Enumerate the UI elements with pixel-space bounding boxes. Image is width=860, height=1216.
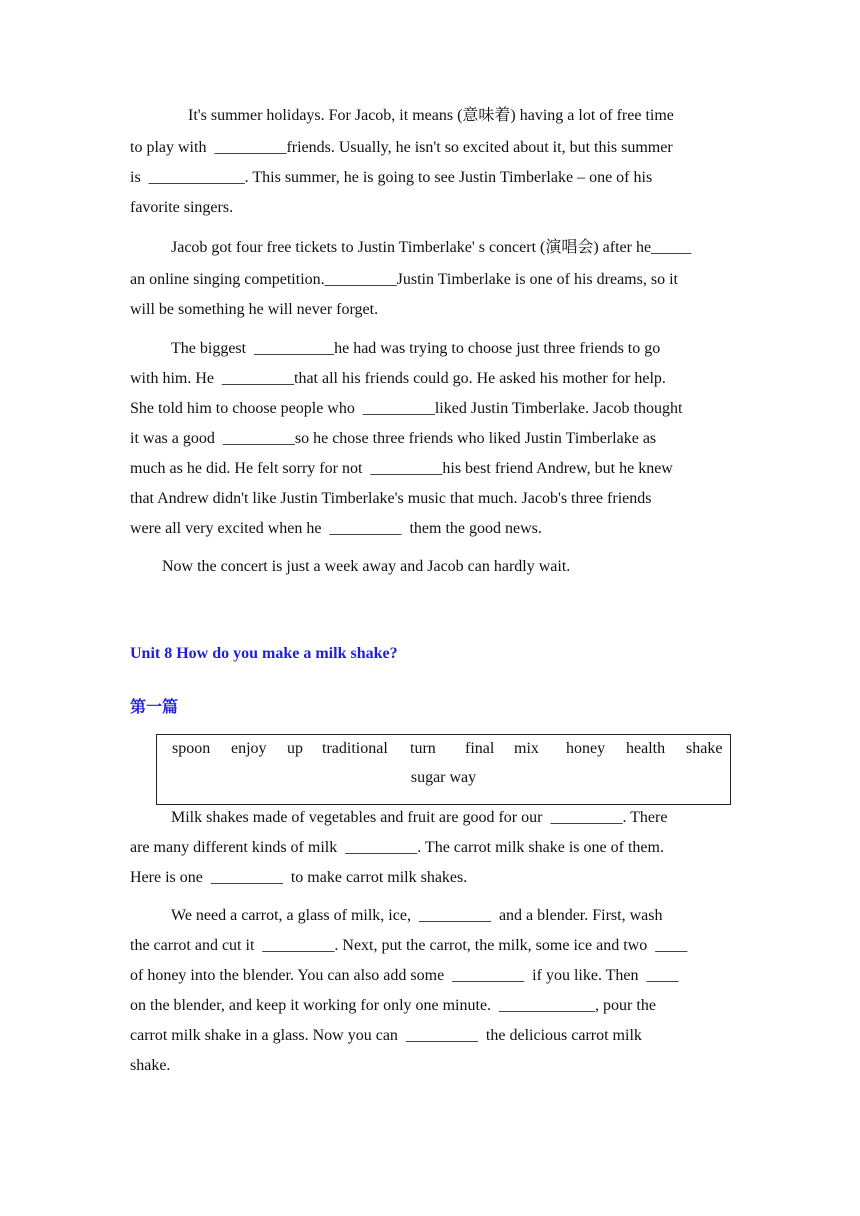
word-bank-word: mix (514, 740, 539, 757)
passage1-line: She told him to choose people who _________liked Justin Timberlake. Jacob thought (130, 400, 683, 417)
unit-title: Unit 8 How do you make a milk shake? (130, 645, 398, 662)
passage1-line: that Andrew didn't like Justin Timberlake's music that much. Jacob's three friends (130, 490, 652, 507)
passage1-line: The biggest __________he had was trying to choose just three friends to go (171, 340, 661, 357)
passage2-line: on the blender, and keep it working for only one minute. ____________, pour the (130, 997, 656, 1014)
word-bank-word: health (626, 740, 666, 757)
passage1-line: with him. He _________that all his friends could go. He asked his mother for help. (130, 370, 666, 387)
passage2-line: shake. (130, 1057, 171, 1074)
passage1-line: favorite singers. (130, 199, 234, 216)
passage2-line: carrot milk shake in a glass. Now you can _________ the delicious carrot milk (130, 1027, 642, 1044)
passage1-line: to play with _________friends. Usually, he isn't so excited about it, but this summer (130, 139, 673, 156)
passage1-line: is ____________. This summer, he is going to see Justin Timberlake – one of his (130, 169, 653, 186)
word-bank-row (157, 739, 730, 759)
word-bank-word: up (287, 740, 303, 757)
passage2-line: Milk shakes made of vegetables and fruit are good for our _________. There (171, 809, 668, 826)
word-bank-word: final (465, 740, 495, 757)
passage2-line: are many different kinds of milk _________. The carrot milk shake is one of them. (130, 839, 664, 856)
passage2-line: Here is one _________ to make carrot milk shakes. (130, 869, 468, 886)
passage1-line: it was a good _________so he chose three friends who liked Justin Timberlake as (130, 430, 657, 447)
word-bank (156, 734, 731, 805)
passage2-line: We need a carrot, a glass of milk, ice, _________ and a blender. First, wash (171, 907, 663, 924)
passage2-line: of honey into the blender. You can also add some _________ if you like. Then ____ (130, 967, 679, 984)
passage1-line: It's summer holidays. For Jacob, it means (意味着) having a lot of free time (188, 107, 674, 124)
word-bank-word: enjoy (231, 740, 267, 757)
word-bank-word: spoon (172, 740, 211, 757)
section-title: 第一篇 (130, 699, 179, 716)
word-bank-row: sugar way (410, 769, 477, 786)
passage1-line: Now the concert is just a week away and Jacob can hardly wait. (162, 558, 571, 575)
passage1-line: much as he did. He felt sorry for not _________his best friend Andrew, but he knew (130, 460, 673, 477)
passage1-line: were all very excited when he _________ them the good news. (130, 520, 542, 537)
passage1-line: will be something he will never forget. (130, 301, 379, 318)
word-bank-word: traditional (322, 740, 388, 757)
passage1-line: an online singing competition._________Justin Timberlake is one of his dreams, so it (130, 271, 678, 288)
passage2-line: the carrot and cut it _________. Next, put the carrot, the milk, some ice and two ____ (130, 937, 688, 954)
passage1-line: Jacob got four free tickets to Justin Timberlake' s concert (演唱会) after he_____ (171, 239, 692, 256)
word-bank-word: honey (566, 740, 606, 757)
word-bank-word: shake (686, 740, 723, 757)
word-bank-word: turn (410, 740, 436, 757)
